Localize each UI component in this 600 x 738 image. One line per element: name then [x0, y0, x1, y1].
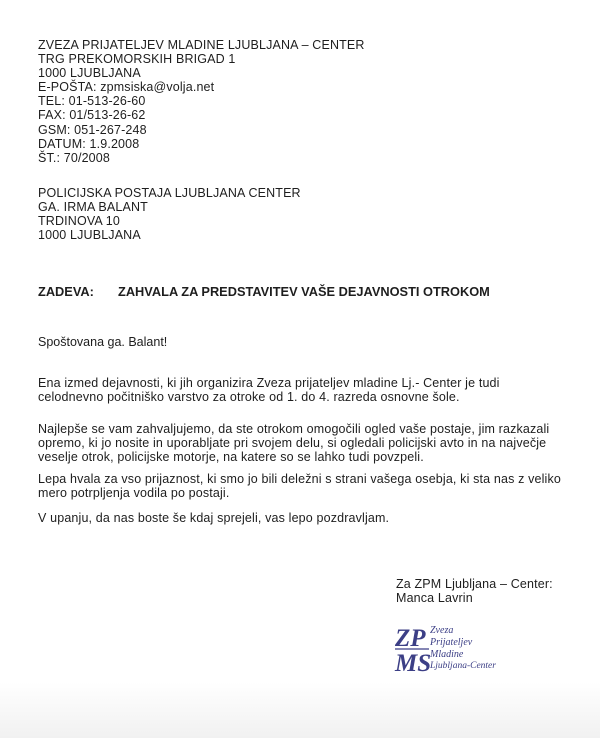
zpm-stamp-logo — [393, 616, 543, 676]
paragraph-line: celodnevno počitniško varstvo za otroke od 1. do 4. razreda osnovne šole. — [38, 390, 460, 405]
stamp-letters-bottom: MS — [395, 650, 432, 676]
sender-line: ZVEZA PRIJATELJEV MLADINE LJUBLJANA – CENTER — [38, 38, 365, 52]
paragraph-line: Najlepše se vam zahvaljujemo, da ste otrokom omogočili ogled vaše postaje, jim razkazali — [38, 422, 550, 436]
recipient-line: GA. IRMA BALANT — [38, 200, 148, 215]
recipient-line: TRDINOVA 10 — [38, 214, 120, 229]
recipient-line: POLICIJSKA POSTAJA LJUBLJANA CENTER — [38, 186, 301, 200]
stamp-text-line: Zveza — [430, 625, 454, 636]
letter-number: ŠT.: 70/2008 — [38, 150, 110, 165]
signature-name: Manca Lavrin — [396, 591, 473, 606]
subject-label: ZADEVA: — [38, 284, 94, 299]
body-paragraph — [38, 472, 578, 500]
recipient-line: 1000 LJUBLJANA — [38, 228, 141, 243]
subject-text: ZAHVALA ZA PREDSTAVITEV VAŠE DEJAVNOSTI OTROKOM — [118, 284, 490, 299]
stamp-letters-top: ZP — [395, 625, 426, 652]
sender-address — [38, 38, 365, 165]
paragraph-line: V upanju, da nas boste še kdaj sprejeli, vas lepo pozdravljam. — [38, 511, 390, 525]
body-paragraph — [38, 422, 578, 464]
sender-mobile: GSM: 051-267-248 — [38, 122, 147, 137]
page-shadow — [0, 682, 600, 738]
signature-org: Za ZPM Ljubljana – Center: — [396, 577, 553, 591]
recipient-address — [38, 186, 301, 242]
paragraph-line: Ena izmed dejavnosti, ki jih organizira Zveza prijateljev mladine Lj.- Center je tudi — [38, 376, 500, 390]
paragraph-line: opremo, ki jo nosite in uporabljate pri svojem delu, si ogledali policijski avto in na največje — [38, 436, 547, 451]
paragraph-line: veselje otrok, policijske motorje, na katere so se lahko tudi povzpeli. — [38, 450, 424, 465]
sender-fax: FAX: 01/513-26-62 — [38, 108, 146, 123]
paragraph-line: Lepa hvala za vso prijaznost, ki smo jo bili deležni s strani vašega osebja, ki sta nas z veliko — [38, 472, 561, 486]
sender-phone: TEL: 01-513-26-60 — [38, 94, 146, 109]
stamp-text-line: Ljubljana-Center — [430, 661, 496, 671]
sender-line: 1000 LJUBLJANA — [38, 66, 141, 81]
stamp-text-line: Prijateljev — [430, 637, 473, 648]
salutation: Spoštovana ga. Balant! — [38, 335, 168, 349]
subject-line — [38, 284, 490, 299]
paragraph-line: mero potrpljenja vodila po postaji. — [38, 486, 230, 501]
sender-email: E-POŠTA: zpmsiska@volja.net — [38, 80, 215, 95]
letter-date: DATUM: 1.9.2008 — [38, 136, 140, 151]
body-paragraph — [38, 511, 578, 525]
body-paragraph — [38, 376, 578, 404]
sender-line: TRG PREKOMORSKIH BRIGAD 1 — [38, 52, 236, 67]
signature-block — [396, 577, 553, 605]
stamp-text-line: Mladine — [430, 649, 464, 660]
